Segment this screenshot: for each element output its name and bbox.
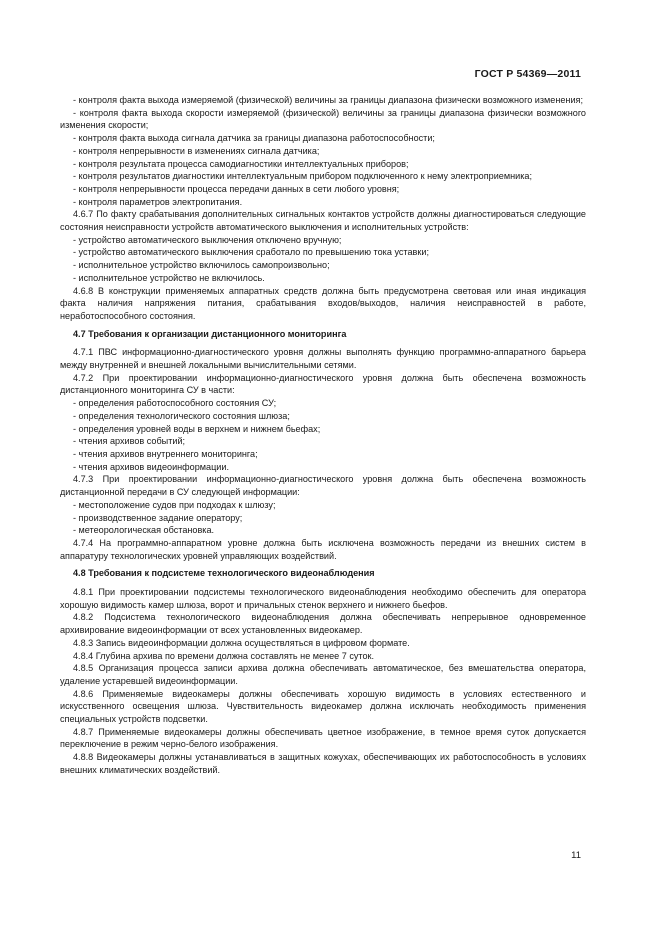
document-body [60, 94, 586, 777]
list-item: - исполнительное устройство не включилось. [73, 272, 265, 283]
clause-4-7-3: 4.7.3 При проектировании информационно-диагностического уровня должна быть обеспечена возможность дистанционной передачи в СУ следующей информации: [60, 474, 586, 498]
list-item: - чтения архивов событий; [73, 436, 186, 447]
list-item: - устройство автоматического выключения отключено вручную; [73, 234, 342, 245]
standard-designation: ГОСТ Р 54369—2011 [474, 68, 581, 80]
list-item: - производственное задание оператору; [73, 512, 243, 523]
list-item: - определения уровней воды в верхнем и нижнем бьефах; [73, 423, 321, 434]
clause-4-8-8: 4.8.8 Видеокамеры должны устанавливаться в защитных кожухах, обеспечивающих их работоспособность в условиях внешних климатических воздействий. [60, 752, 586, 775]
list-item: - контроля непрерывности процесса передачи данных в сети любого уровня; [73, 183, 400, 194]
clause-4-8-3: 4.8.3 Запись видеоинформации должна осуществляться в цифровом формате. [73, 637, 410, 648]
clause-4-8-6: 4.8.6 Применяемые видеокамеры должны обеспечивать хорошую видимость в условиях естественного и искусственного освещения шлюза. Чувствительность видеокамер должна исключать необходимость применения специальных устройств подсветки. [60, 688, 586, 725]
list-item: - устройство автоматического выключения сработало по превышению тока уставки; [73, 247, 429, 258]
list-item: - контроля непрерывности в изменениях сигнала датчика; [73, 145, 320, 156]
list-item: - метеорологическая обстановка. [73, 525, 215, 536]
list-item: - контроля результатов диагностики интеллектуальным прибором подключенного к нему электроприемника; [73, 171, 532, 182]
list-item: - чтения архивов внутреннего мониторинга; [73, 448, 258, 459]
list-item: - чтения архивов видеоинформации. [73, 461, 229, 472]
clause-4-7-2: 4.7.2 При проектировании информационно-диагностического уровня должна быть обеспечена возможность дистанционного мониторинга СУ в части: [60, 372, 586, 396]
list-item: - контроля результата процесса самодиагностики интеллектуальных приборов; [73, 158, 409, 169]
clause-4-7-4: 4.7.4 На программно-аппаратном уровне должна быть исключена возможность передачи из внешних систем в аппаратуру технологических уровней управляющих воздействий. [60, 537, 586, 561]
clause-4-8-1: 4.8.1 При проектировании подсистемы технологического видеонаблюдения необходимо обеспечить для оператора хорошую видимость камер шлюза, ворот и причальных стенок верхнего и нижнего бьефов. [60, 587, 586, 610]
list-item: - определения работоспособного состояния СУ; [73, 398, 277, 409]
list-item: - контроля факта выхода измеряемой (физической) величины за границы диапазона физически возможного изменения; [73, 95, 583, 105]
page-number: 11 [571, 850, 581, 861]
list-item: - контроля факта выхода сигнала датчика за границы диапазона работоспособности; [73, 133, 435, 144]
list-item: - определения технологического состояния шлюза; [73, 410, 290, 421]
section-heading-4-7: 4.7 Требования к организации дистанционного мониторинга [73, 328, 347, 339]
clause-4-8-2: 4.8.2 Подсистема технологического видеонаблюдения должна обеспечивать непрерывное одновременное архивирование видеоинформации от всех установленных видеокамер. [60, 612, 586, 636]
clause-4-6-7: 4.6.7 По факту срабатывания дополнительных сигнальных контактов устройств должны диагностироваться следующие состояния неисправности устройств автоматического выключения и исполнительных устройств: [60, 209, 586, 233]
section-heading-4-8: 4.8 Требования к подсистеме технологического видеонаблюдения [73, 568, 375, 579]
list-item: - местоположение судов при подходах к шлюзу; [73, 499, 276, 510]
clause-4-6-8: 4.6.8 В конструкции применяемых аппаратных средств должна быть предусмотрена световая или иная индикация факта наличия напряжения питания, срабатывания входов/выходов, наличия неисправностей в работе, неработоспособного состояния. [60, 285, 586, 321]
list-item: - контроля параметров электропитания. [73, 196, 243, 207]
clause-4-8-5: 4.8.5 Организация процесса записи архива должна обеспечивать автоматическое, без вмешательства оператора, удаление устаревшей видеоинформации. [60, 663, 586, 686]
list-item: - исполнительное устройство включилось самопроизвольно; [73, 260, 330, 271]
clause-4-8-7: 4.8.7 Применяемые видеокамеры должны обеспечивать цветное изображение, в темное время суток допускается переключение в режим черно-белого изображения. [60, 726, 586, 750]
clause-4-7-1: 4.7.1 ПВС информационно-диагностического уровня должны выполнять функцию программно-аппаратного барьера между внутренней и внешней локальными вычислительными сетями. [60, 347, 586, 371]
list-item: - контроля факта выхода скорости измеряемой (физической) величины за границы диапазона физически возможного изменения скорости; [60, 107, 586, 131]
clause-4-8-4: 4.8.4 Глубина архива по времени должна составлять не менее 7 суток. [73, 650, 375, 661]
